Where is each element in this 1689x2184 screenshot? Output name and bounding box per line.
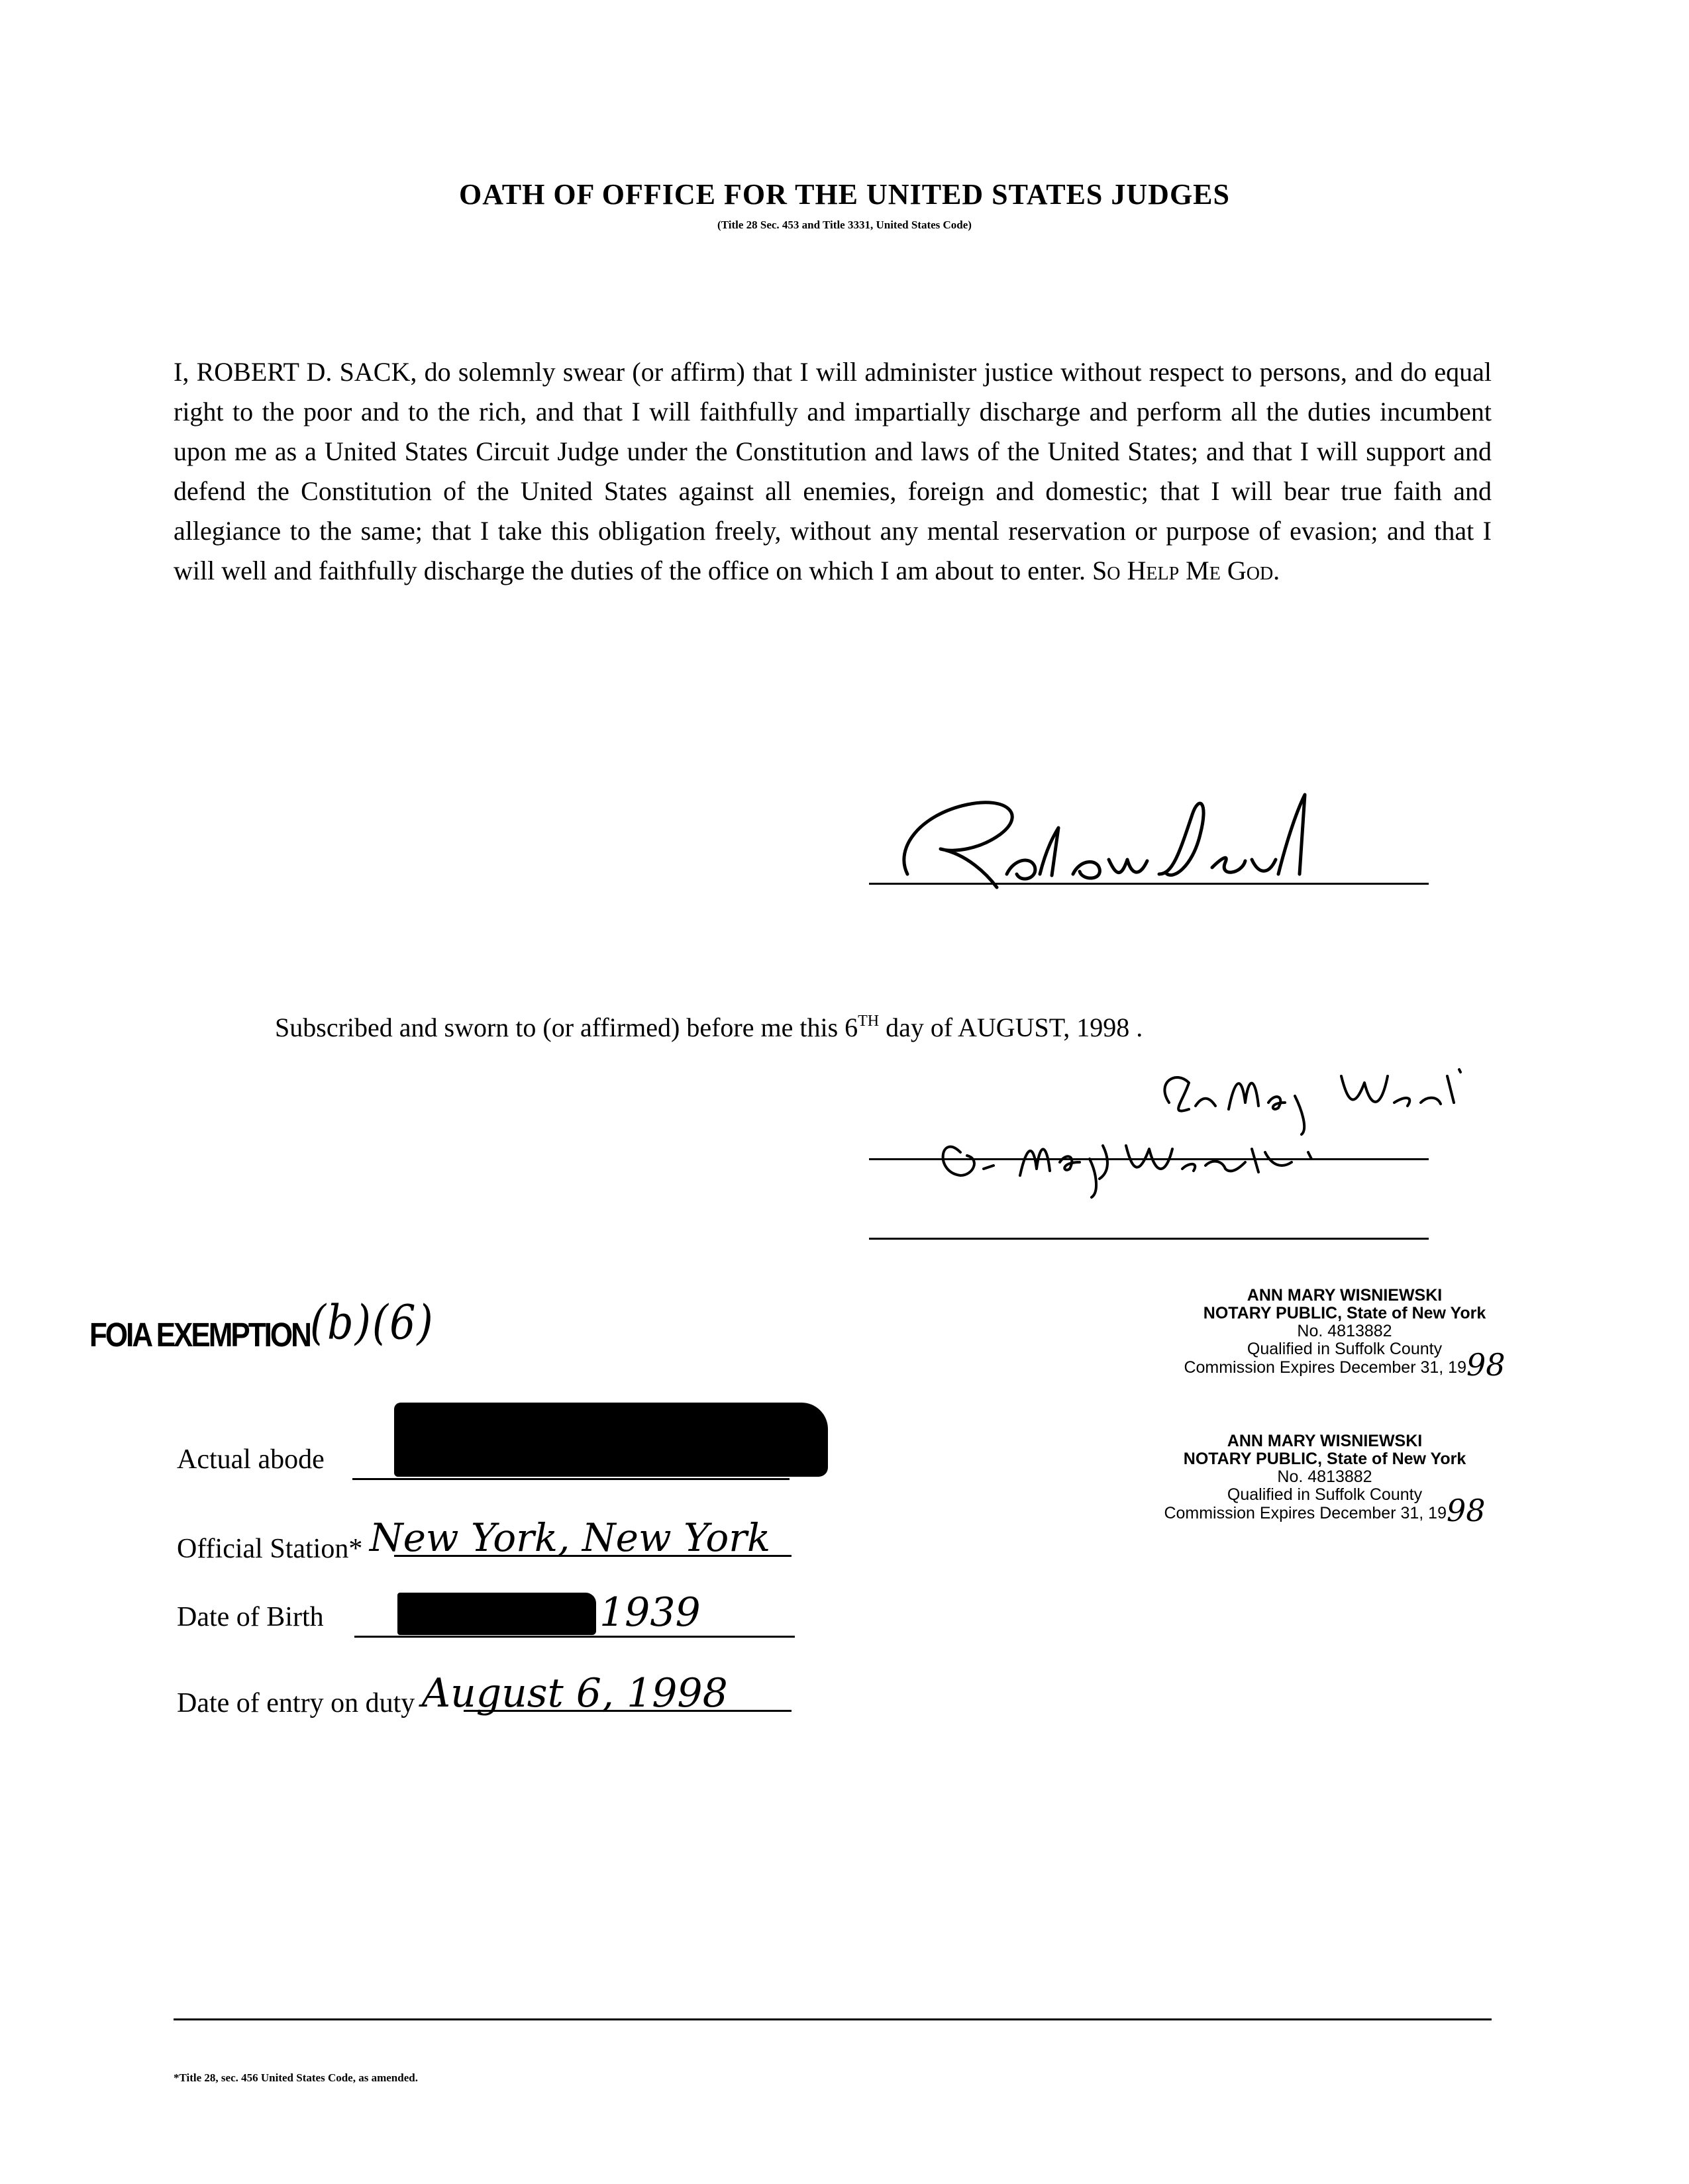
date-of-birth-redaction: [397, 1593, 596, 1635]
actual-abode-line: [352, 1478, 790, 1480]
official-station-value: New York, New York: [369, 1515, 771, 1560]
date-of-entry-value: August 6, 1998: [421, 1670, 728, 1716]
oath-body: I, ROBERT D. SACK, do solemnly swear (or affirm) that I will administer justice without respect to persons, and do equal right to the poor and to the rich, and that I will faithfully and impartially discharge and perform all the duties incumbent upon me as a United States Circuit Judge under the Constitution and laws of the United States; and that I will support and defend the Constitution of the United States against all enemies, foreign and domestic; that I will bear true faith and allegiance to the same; that I take this obligation freely, without any mental reservation or purpose of evasion; and that I will well and faithfully discharge the duties of the office on which I am about to enter.: [174, 357, 1492, 585]
notary-expiry-year: 98: [1466, 1347, 1506, 1383]
date-of-entry-label: Date of entry on duty: [177, 1688, 415, 1718]
actual-abode-redaction: [394, 1403, 828, 1477]
foia-exemption-stamp: [89, 1295, 435, 1355]
notary-county: Qualified in Suffolk County: [1227, 1485, 1423, 1504]
notary-name: ANN MARY WISNIEWSKI: [1247, 1286, 1443, 1305]
official-station-label: Official Station*: [177, 1534, 363, 1564]
notary-number: No. 4813882: [1297, 1322, 1392, 1340]
sworn-date: day of AUGUST, 1998 .: [879, 1013, 1143, 1042]
notary-signature-lower: [921, 1113, 1351, 1199]
footnote: *Title 28, sec. 456 United States Code, as amended.: [174, 2071, 418, 2084]
official-station-line: [394, 1555, 792, 1557]
notary-signature-line-2: [869, 1238, 1429, 1240]
sworn-statement: [275, 1012, 1143, 1043]
notary-name: ANN MARY WISNIEWSKI: [1227, 1432, 1423, 1450]
notary-signature-line-1: [869, 1158, 1429, 1160]
foia-label: FOIA EXEMPTION: [89, 1316, 310, 1354]
notary-number: No. 4813882: [1277, 1467, 1372, 1486]
sworn-text: Subscribed and sworn to (or affirmed) before me this 6: [275, 1013, 858, 1042]
notary-expiry-year: 98: [1447, 1493, 1486, 1528]
notary-stamp-2: [1073, 1432, 1576, 1528]
ordinal-suffix: TH: [858, 1013, 880, 1030]
notary-stamp-1: [1093, 1286, 1596, 1383]
date-of-entry-row: [177, 1670, 728, 1722]
date-of-birth-line: [354, 1636, 795, 1638]
date-of-birth-value: 1939: [599, 1589, 701, 1636]
date-of-birth-label: Date of Birth: [177, 1602, 324, 1632]
notary-expiry: Commission Expires December 31, 19: [1164, 1504, 1447, 1522]
oath-closing: So Help Me God.: [1092, 556, 1280, 585]
foia-handwritten-code: (b)(6): [309, 1295, 435, 1350]
actual-abode-label: Actual abode: [177, 1444, 325, 1475]
date-of-birth-year-wrap: [599, 1589, 701, 1636]
judge-signature-line: [869, 883, 1429, 885]
notary-title: NOTARY PUBLIC, State of New York: [1183, 1450, 1466, 1468]
date-of-birth-row: [177, 1601, 324, 1633]
notary-expiry: Commission Expires December 31, 19: [1184, 1358, 1466, 1377]
official-station-row: [177, 1515, 771, 1567]
judge-signature: [881, 775, 1398, 901]
oath-text: [174, 352, 1492, 591]
notary-county: Qualified in Suffolk County: [1247, 1340, 1443, 1358]
date-of-entry-line: [464, 1710, 792, 1712]
footnote-rule: [174, 2018, 1492, 2020]
actual-abode-row: [177, 1444, 325, 1475]
document-title: OATH OF OFFICE FOR THE UNITED STATES JUDGES: [459, 178, 1230, 211]
statute-citation: (Title 28 Sec. 453 and Title 3331, United States Code): [717, 219, 972, 231]
notary-title: NOTARY PUBLIC, State of New York: [1203, 1304, 1486, 1322]
